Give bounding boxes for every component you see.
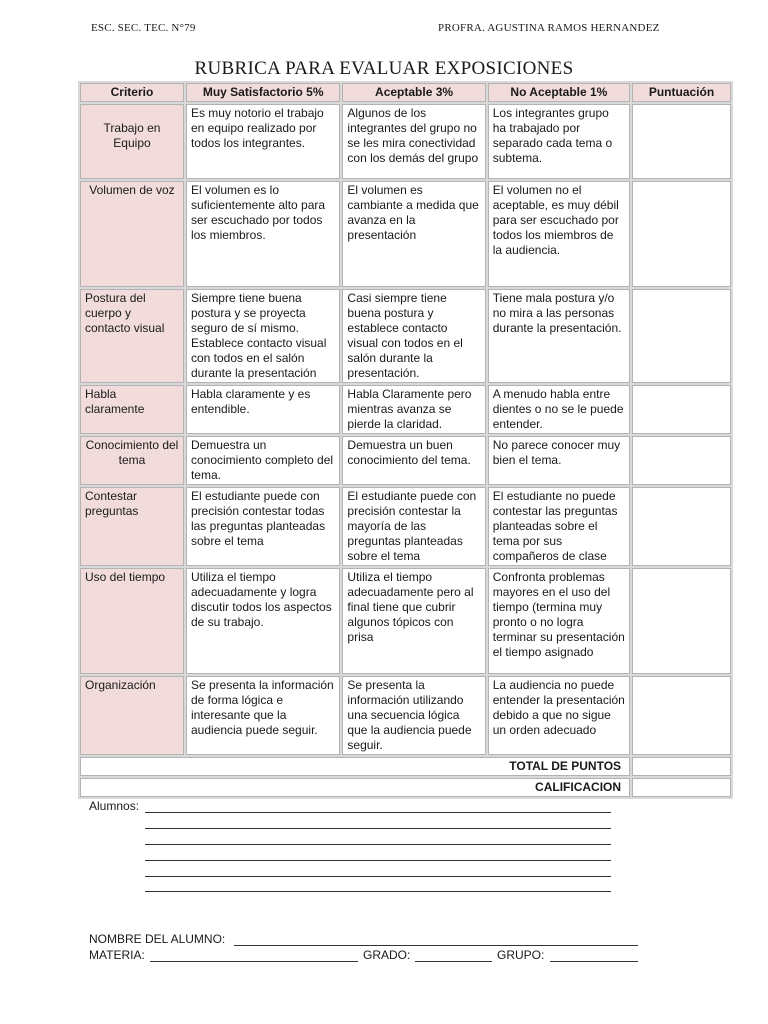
puntuacion-cell[interactable] (632, 104, 731, 179)
criterio-cell: Organización (80, 676, 184, 755)
table-row (80, 436, 731, 485)
column-header-criterio: Criterio (80, 83, 184, 102)
no-aceptable-cell: El estudiante no puede contestar las preguntas planteadas sobre el tema por sus compañeros de clase (488, 487, 630, 566)
grupo-line[interactable] (550, 961, 638, 962)
no-aceptable-cell: El volumen no el aceptable, es muy débil para ser escuchado por todos los miembros de la audiencia. (488, 181, 630, 287)
aceptable-cell: Algunos de los integrantes del grupo no se les mira conectividad con los demás del grupo (342, 104, 485, 179)
page-title: RUBRICA PARA EVALUAR EXPOSICIONES (194, 58, 574, 79)
table-row (80, 181, 731, 287)
table-row (80, 676, 731, 755)
alumnos-line[interactable] (145, 860, 611, 861)
muy-satisfactorio-cell: Se presenta la información de forma lógica e interesante que la audiencia puede seguir. (186, 676, 340, 755)
puntuacion-cell[interactable] (632, 568, 731, 674)
alumnos-line[interactable] (145, 812, 611, 813)
no-aceptable-cell: Confronta problemas mayores en el uso del tiempo (termina muy pronto o no logra terminar su presentación el tiempo asignado (488, 568, 630, 674)
table-header-row (80, 83, 731, 102)
alumnos-label: Alumnos: (89, 799, 140, 813)
criterio-cell: Volumen de voz (80, 181, 184, 287)
criterio-cell: Contestar preguntas (80, 487, 184, 566)
total-puntos-cell[interactable] (632, 757, 731, 776)
no-aceptable-cell: La audiencia no puede entender la presentación debido a que no sigue un orden adecuado (488, 676, 630, 755)
criterio-cell: Uso del tiempo (80, 568, 184, 674)
column-header-puntuacion: Puntuación (632, 83, 731, 102)
aceptable-cell: El volumen es cambiante a medida que avanza en la presentación (342, 181, 485, 287)
table-row (80, 568, 731, 674)
nombre-alumno-line[interactable] (234, 945, 638, 946)
criterio-cell: Habla claramente (80, 385, 184, 434)
aceptable-cell: Utiliza el tiempo adecuadamente pero al final tiene que cubrir algunos tópicos con prisa (342, 568, 485, 674)
alumnos-line[interactable] (145, 828, 611, 829)
puntuacion-cell[interactable] (632, 385, 731, 434)
table-row (80, 487, 731, 566)
criterio-cell: Conocimiento del tema (80, 436, 184, 485)
aceptable-cell: Demuestra un buen conocimiento del tema. (342, 436, 485, 485)
grado-line[interactable] (415, 961, 492, 962)
alumnos-line[interactable] (145, 891, 611, 892)
column-header-no-aceptable: No Aceptable 1% (488, 83, 630, 102)
aceptable-cell: Se presenta la información utilizando una secuencia lógica que la audiencia puede seguir. (342, 676, 485, 755)
calificacion-cell[interactable] (632, 778, 731, 797)
muy-satisfactorio-cell: El volumen es lo suficientemente alto para ser escuchado por todos los miembros. (186, 181, 340, 287)
aceptable-cell: El estudiante puede con precisión contestar la mayoría de las preguntas planteadas sobre el tema (342, 487, 485, 566)
materia-line[interactable] (150, 961, 358, 962)
puntuacion-cell[interactable] (632, 676, 731, 755)
muy-satisfactorio-cell: El estudiante puede con precisión contestar todas las preguntas planteadas sobre el tema (186, 487, 340, 566)
aceptable-cell: Habla Claramente pero mientras avanza se pierde la claridad. (342, 385, 485, 434)
muy-satisfactorio-cell: Habla claramente y es entendible. (186, 385, 340, 434)
table-row (80, 385, 731, 434)
no-aceptable-cell: Tiene mala postura y/o no mira a las personas durante la presentación. (488, 289, 630, 383)
no-aceptable-cell: A menudo habla entre dientes o no se le puede entender. (488, 385, 630, 434)
puntuacion-cell[interactable] (632, 436, 731, 485)
school-name: ESC. SEC. TEC. N°79 (91, 22, 196, 34)
total-row (80, 757, 731, 776)
puntuacion-cell[interactable] (632, 181, 731, 287)
calificacion-row (80, 778, 731, 797)
calificacion-label: CALIFICACION (80, 778, 630, 797)
alumnos-line[interactable] (145, 844, 611, 845)
materia-label: MATERIA: (89, 948, 145, 962)
alumnos-line[interactable] (145, 876, 611, 877)
column-header-aceptable: Aceptable 3% (342, 83, 485, 102)
teacher-name: PROFRA. AGUSTINA RAMOS HERNANDEZ (438, 22, 660, 34)
no-aceptable-cell: Los integrantes grupo ha trabajado por separado cada tema o subtema. (488, 104, 630, 179)
nombre-alumno-label: NOMBRE DEL ALUMNO: (89, 932, 226, 946)
total-puntos-label: TOTAL DE PUNTOS (80, 757, 630, 776)
criterio-cell: Trabajo en Equipo (80, 104, 184, 179)
grado-label: GRADO: (363, 948, 411, 962)
rubric-table (78, 81, 733, 799)
muy-satisfactorio-cell: Demuestra un conocimiento completo del tema. (186, 436, 340, 485)
aceptable-cell: Casi siempre tiene buena postura y establece contacto visual con todos en el salón durante la presentación. (342, 289, 485, 383)
table-row (80, 104, 731, 179)
muy-satisfactorio-cell: Utiliza el tiempo adecuadamente y logra discutir todos los aspectos de su trabajo. (186, 568, 340, 674)
puntuacion-cell[interactable] (632, 487, 731, 566)
puntuacion-cell[interactable] (632, 289, 731, 383)
muy-satisfactorio-cell: Es muy notorio el trabajo en equipo realizado por todos los integrantes. (186, 104, 340, 179)
grupo-label: GRUPO: (497, 948, 545, 962)
criterio-cell: Postura del cuerpo y contacto visual (80, 289, 184, 383)
muy-satisfactorio-cell: Siempre tiene buena postura y se proyecta seguro de sí mismo. Establece contacto visual con todos en el salón durante la presentación (186, 289, 340, 383)
table-row (80, 289, 731, 383)
column-header-muy-satisfactorio: Muy Satisfactorio 5% (186, 83, 340, 102)
no-aceptable-cell: No parece conocer muy bien el tema. (488, 436, 630, 485)
